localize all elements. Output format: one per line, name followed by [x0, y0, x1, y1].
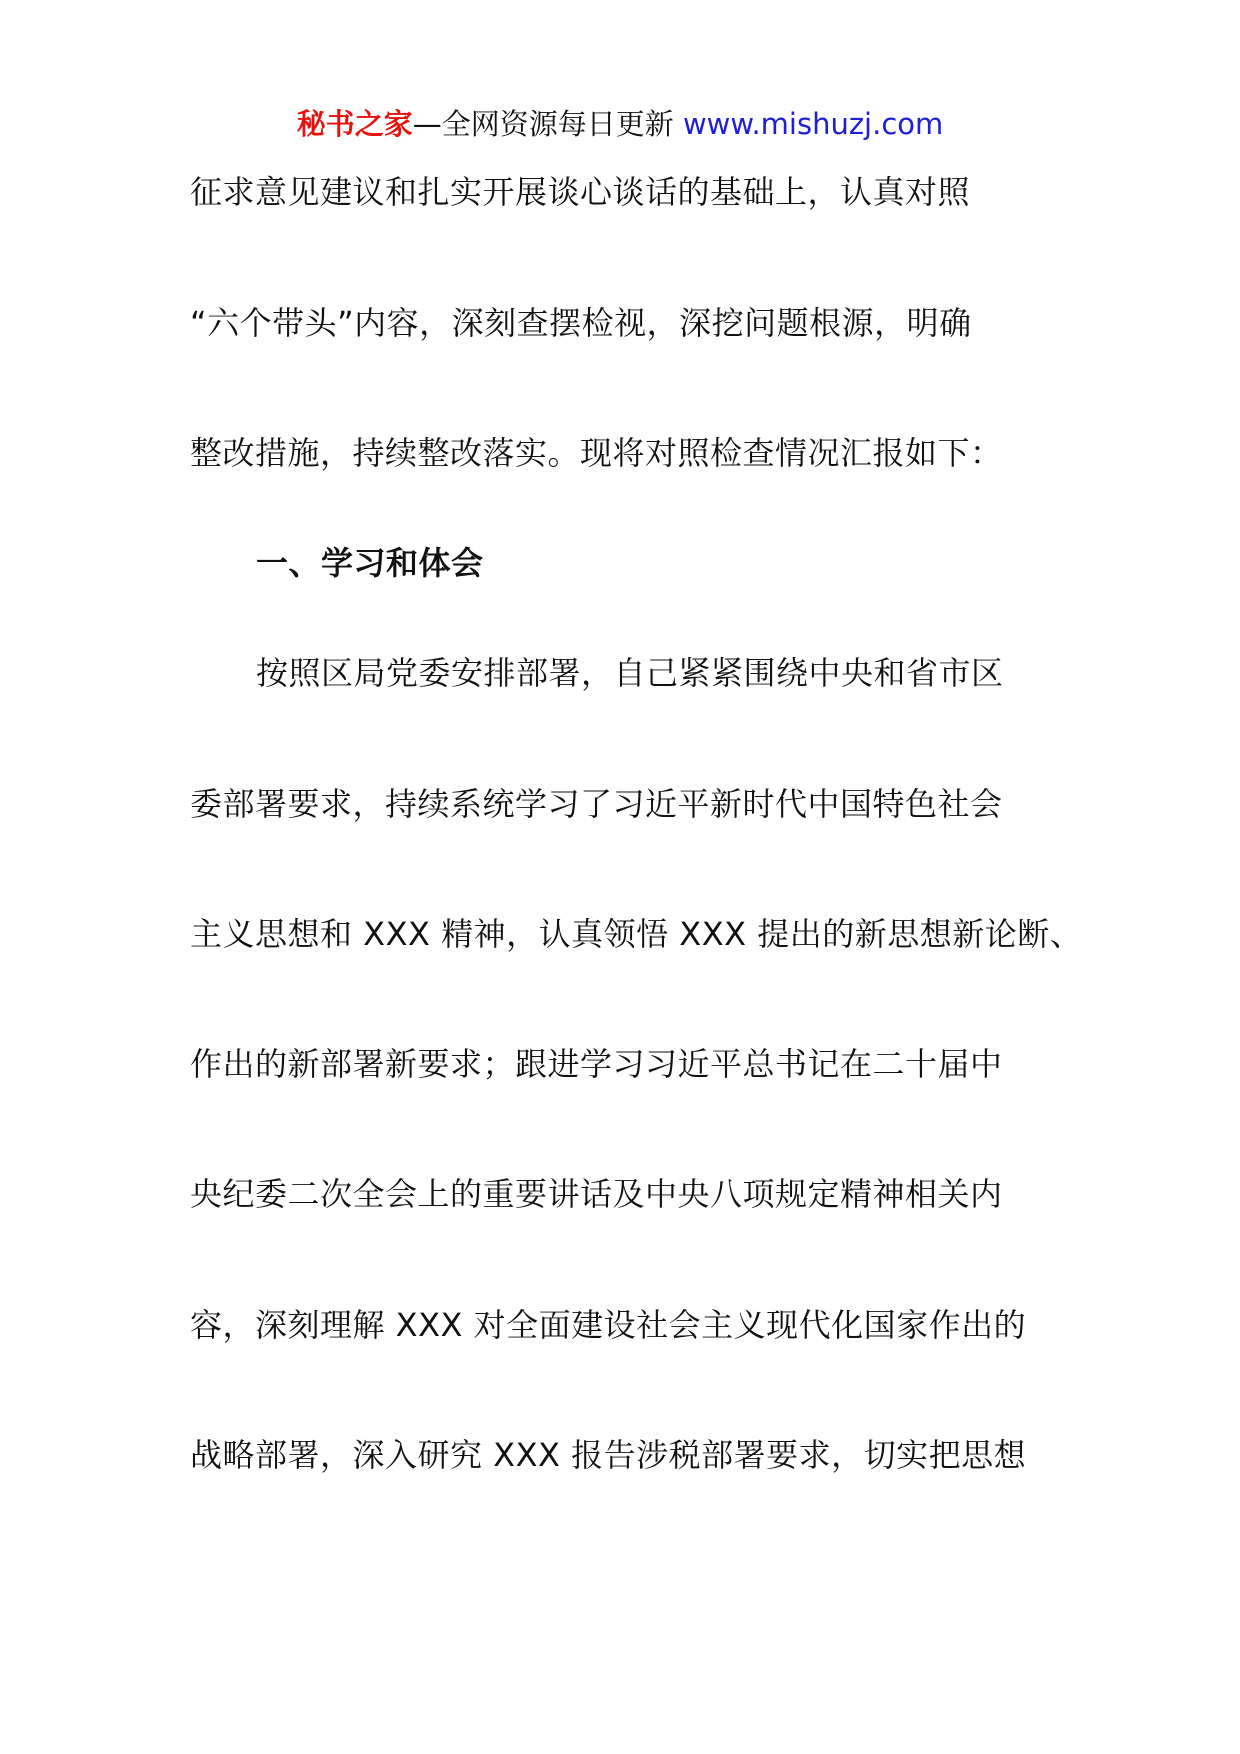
- site-tagline: —全网资源每日更新: [412, 107, 674, 141]
- paragraph-line: 容，深刻理解 XXX 对全面建设社会主义现代化国家作出的: [190, 1306, 1027, 1344]
- paragraph-line: 战略部署，深入研究 XXX 报告涉税部署要求，切实把思想: [190, 1436, 1027, 1474]
- paragraph-line: 央纪委二次全会上的重要讲话及中央八项规定精神相关内: [190, 1175, 1003, 1213]
- paragraph-line: 主义思想和 XXX 精神，认真领悟 XXX 提出的新思想新论断、: [190, 915, 1083, 953]
- paragraph-line: 按照区局党委安排部署，自己紧紧围绕中央和省市区: [256, 654, 1004, 692]
- paragraph-line: 整改措施，持续整改落实。现将对照检查情况汇报如下：: [190, 434, 1003, 472]
- section-heading: 一、学习和体会: [256, 544, 484, 582]
- paragraph-line: 委部署要求，持续系统学习了习近平新时代中国特色社会: [190, 785, 1003, 823]
- site-url-link[interactable]: www.mishuzj.com: [682, 107, 944, 141]
- paragraph-line: 作出的新部署新要求；跟进学习习近平总书记在二十届中: [190, 1045, 1003, 1083]
- paragraph-line: “六个带头”内容，深刻查摆检视，深挖问题根源，明确: [190, 304, 972, 342]
- site-brand: 秘书之家: [296, 107, 413, 141]
- paragraph-line: 征求意见建议和扎实开展谈心谈话的基础上，认真对照: [190, 173, 971, 211]
